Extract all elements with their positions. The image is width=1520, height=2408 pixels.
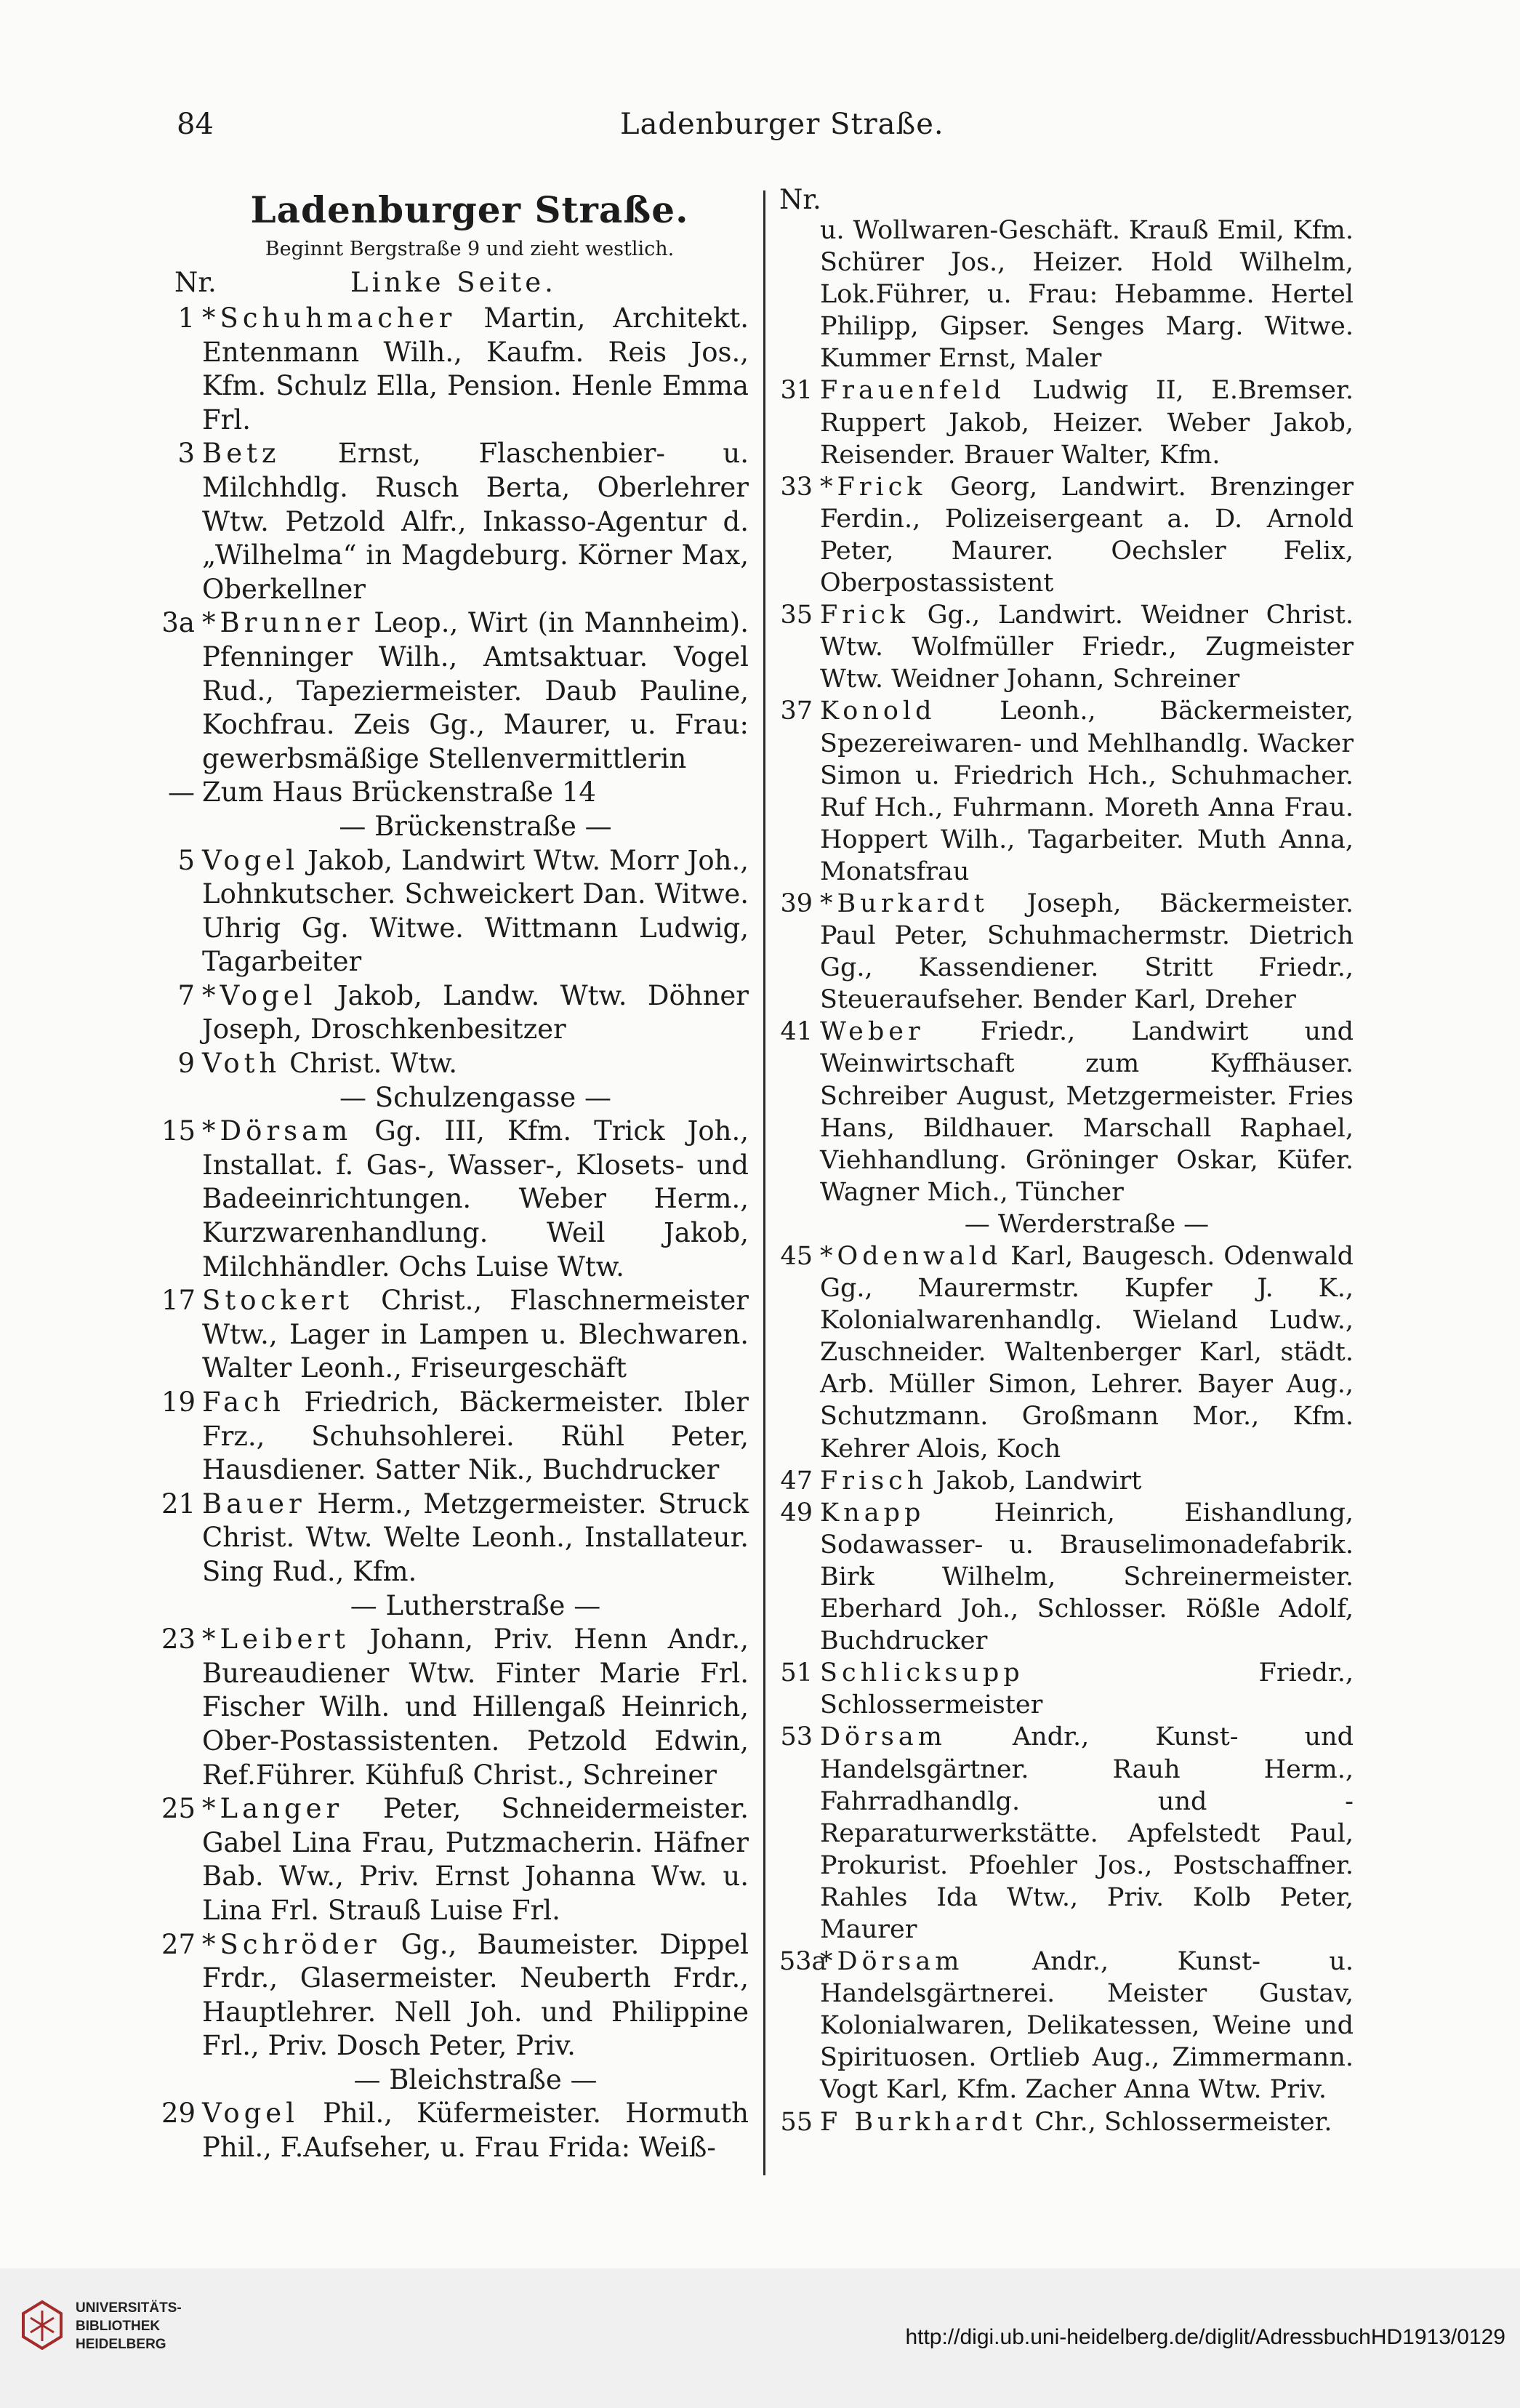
residents-text: Joseph, Bäckermeister. Paul Peter, Schuhmachermstr. Dietrich Gg., Kassendiener. Stritt Friedr., Steueraufseher. Bender Karl, Dreher [820, 888, 1354, 1015]
library-name-line1: UNIVERSITÄTS- [76, 2300, 182, 2316]
house-entry [161, 606, 749, 776]
source-url[interactable]: http://digi.ub.uni-heidelberg.de/diglit/AdressbuchHD1913/0129 [905, 2325, 1505, 2349]
residents-text: Phil., Küfermeister. Hormuth Phil., F.Aufseher, u. Frau Frida: Weiß- [202, 2098, 749, 2164]
residents-text: Christ., Flaschnermeister Wtw., Lager in Lampen u. Blechwaren. Walter Leonh., Friseurgeschäft [202, 1285, 749, 1384]
owner-name: Betz [202, 438, 281, 470]
residents-text: Jakob, Landwirt Wtw. Morr Joh., Lohnkutscher. Schweickert Dan. Witwe. Uhrig Gg. Witwe. Wittmann Ludwig, Tagarbeiter [202, 844, 749, 978]
residents-text: Karl, Baugesch. Odenwald Gg., Maurermstr. Kupfer J. K., Kolonialwarenhandlg. Wieland Ludw., Zuschneider. Waltenberger Karl, städt. Arb. Müller Simon, Lehrer. Bayer Aug., Schutzmann. Großmann Mor., Kfm. Kehrer Alois, Koch [820, 1242, 1354, 1464]
residents-text: Herm., Metzgermeister. Struck Christ. Wtw. Welte Leonh., Installateur. Sing Rud., Kfm. [202, 1488, 749, 1587]
house-number: 47 [780, 1466, 813, 1496]
house-entry [161, 302, 749, 437]
residents-text: Gg., Baumeister. Dippel Frdr., Glasermeister. Neuberth Frdr., Hauptlehrer. Nell Joh. und Philippine Frl., Priv. Dosch Peter, Priv. [202, 1928, 749, 2062]
owner-name: *Dörsam [820, 1947, 964, 1977]
residents-text: Leop., Wirt (in Mannheim). Pfenninger Wilh., Amtsaktuar. Vogel Rud., Tapeziermeister. Daub Pauline, Kochfrau. Zeis Gg., Maurer, u. Frau: gewerbsmäßige Stellenvermittlerin [202, 607, 749, 774]
column-header [161, 264, 749, 302]
house-number: 19 [161, 1386, 196, 1418]
house-entry [779, 1946, 1354, 2106]
house-number: 27 [161, 1928, 196, 1960]
residents-text: Friedr., Landwirt und Weinwirtschaft zum Kyffhäuser. Schreiber August, Metzgermeister. Fries Hans, Bildhauer. Marschall Raphael, Viehhandlung. Gröninger Oskar, Küfer. Wagner Mich., Tüncher [820, 1017, 1354, 1207]
residents-text: Christ. Wtw. [281, 1048, 458, 1080]
right-column [779, 185, 1354, 2138]
house-number: 9 [177, 1048, 195, 1080]
house-number: 31 [780, 376, 813, 406]
owner-name: Frisch [820, 1466, 928, 1496]
house-number: 49 [780, 1498, 813, 1528]
cross-street-marker: — Bleichstraße — [353, 2063, 598, 2095]
house-number: 1 [177, 302, 195, 334]
street-subtitle: Beginnt Bergstraße 9 und zieht westlich. [265, 238, 675, 260]
university-library-logo-icon [20, 2300, 64, 2350]
owner-name: Konold [820, 697, 936, 726]
owner-name: Fach [202, 1386, 285, 1418]
house-entry [161, 437, 749, 606]
house-number: 51 [780, 1658, 813, 1688]
owner-name: Stockert [202, 1285, 354, 1317]
cross-street-marker: — Schulzengasse — [339, 1081, 611, 1113]
residents-text: Johann, Priv. Henn Andr., Bureaudiener Wtw. Finter Marie Frl. Fischer Wilh. und Hillengaß Heinrich, Ober-Postassistenten. Petzold Edwin, Ref.Führer. Kühfuß Christ., Schreiner [202, 1624, 749, 1791]
residents-text: Andr., Kunst- und Handelsgärtner. Rauh Herm., Fahrradhandlg. und -Reparaturwerkstätte. Apfelstedt Paul, Prokurist. Pfoehler Jos., Postschaffner. Rahles Ida Wtw., Priv. Kolb Peter, Maurer [820, 1722, 1354, 1944]
house-number: 53 [780, 1722, 813, 1752]
residents-text: Ludwig II, E.Bremser. Ruppert Jakob, Heizer. Weber Jakob, Reisender. Brauer Walter, Kfm. [820, 376, 1354, 470]
owner-name: Vogel [202, 2098, 299, 2130]
house-number: 3a [161, 607, 195, 639]
house-entry [779, 1465, 1354, 1497]
house-number: 17 [161, 1285, 196, 1317]
house-entry [161, 776, 749, 810]
residents-text: u. Wollwaren-Geschäft. Krauß Emil, Kfm. Schürer Jos., Heizer. Hold Wilhelm, Lok.Führer, u. Frau: Hebamme. Hertel Philipp, Gipser. Senges Marg. Witwe. Kummer Ernst, Maler [820, 216, 1354, 374]
house-entry [161, 1928, 749, 2063]
residents-text: Andr., Kunst- u. Handelsgärtnerei. Meister Gustav, Kolonialwaren, Delikatessen, Weine und Spirituosen. Ortlieb Aug., Zimmermann. Vogt Karl, Kfm. Zacher Anna Wtw. Priv. [820, 1947, 1354, 2105]
house-entry [779, 888, 1354, 1016]
house-entry [779, 374, 1354, 470]
cross-street-marker: — Lutherstraße — [350, 1589, 601, 1621]
house-entry [161, 1623, 749, 1792]
residents-text: Friedrich, Bäckermeister. Ibler Frz., Schuhsohlerei. Rühl Peter, Hausdiener. Satter Nik., Buchdrucker [202, 1386, 749, 1486]
house-entry [161, 1284, 749, 1386]
residents-text: Leonh., Bäckermeister, Spezereiwaren- und Mehlhandlg. Wacker Simon u. Friedrich Hch., Schuhmacher. Ruf Hch., Fuhrmann. Moreth Anna Frau. Hoppert Wilh., Tagarbeiter. Muth Anna, Monatsfrau [820, 697, 1354, 886]
house-number: 7 [177, 979, 195, 1011]
house-entry [161, 2097, 749, 2164]
house-number: 21 [161, 1488, 196, 1520]
owner-name: *Schuhmacher [202, 302, 457, 334]
owner-name: Schlicksupp [820, 1658, 1024, 1688]
owner-name: Dörsam [820, 1722, 946, 1752]
residents-text: Jakob, Landwirt [928, 1466, 1142, 1496]
owner-name: *Schröder [202, 1928, 381, 1960]
library-name [76, 2299, 182, 2353]
house-number: 33 [780, 472, 813, 502]
house-entry [161, 1386, 749, 1488]
house-entry [161, 979, 749, 1047]
owner-name: Voth [202, 1048, 281, 1080]
house-entry [779, 1497, 1354, 1657]
house-entry [161, 1488, 749, 1589]
house-entry [779, 599, 1354, 695]
owner-name: *Brunner [202, 607, 364, 639]
house-number: 37 [780, 697, 813, 726]
residents-text: Heinrich, Eishandlung, Sodawasser- u. Brauselimonadefabrik. Birk Wilhelm, Schreinermeister. Eberhard Joh., Schlosser. Rößle Adolf, Buchdrucker [820, 1498, 1354, 1656]
house-entry [779, 1240, 1354, 1465]
house-entry [779, 1016, 1354, 1208]
owner-name: *Frick [820, 472, 927, 502]
owner-name: *Odenwald [820, 1242, 1002, 1271]
house-number: 23 [161, 1624, 196, 1656]
house-number: 39 [780, 888, 813, 918]
cross-street-marker: — Werderstraße — [964, 1209, 1210, 1239]
house-number: — [168, 776, 195, 808]
house-entry [779, 1657, 1354, 1721]
page-number: 84 [177, 108, 214, 141]
running-title: Ladenburger Straße. [620, 108, 944, 141]
house-entry [779, 1721, 1354, 1946]
owner-name: *Langer [202, 1793, 344, 1825]
owner-name: Knapp [820, 1498, 925, 1528]
residents-text: Peter, Schneidermeister. Gabel Lina Frau, Putzmacherin. Häfner Bab. Ww., Priv. Ernst Johanna Ww. u. Lina Frl. Strauß Luise Frl. [202, 1793, 749, 1926]
house-number: 53a [779, 1947, 827, 1977]
owner-name: *Vogel [202, 979, 317, 1011]
owner-name: Weber [820, 1017, 925, 1047]
house-entry [161, 1115, 749, 1284]
residents-text: Friedr., Schlossermeister [820, 1658, 1354, 1720]
house-entry [779, 214, 1354, 374]
owner-name: *Burkardt [820, 888, 989, 918]
house-number: 5 [177, 844, 195, 876]
footer-bar [0, 2268, 1520, 2408]
house-number: 45 [780, 1242, 813, 1271]
library-name-line2: BIBLIOTHEK [76, 2319, 161, 2334]
residents-text: Georg, Landwirt. Brenzinger Ferdin., Polizeisergeant a. D. Arnold Peter, Maurer. Oechsler Felix, Oberpostassistent [820, 472, 1354, 598]
house-number: 15 [161, 1115, 196, 1147]
left-column [161, 185, 749, 2165]
house-number: 25 [161, 1793, 196, 1825]
residents-text: Gg., Landwirt. Weidner Christ. Wtw. Wolfmüller Friedr., Zugmeister Wtw. Weidner Johann, Schreiner [820, 601, 1354, 694]
house-entry [161, 1047, 749, 1081]
left-entry-list [161, 302, 749, 2165]
right-column-header-nr: Nr. [779, 184, 821, 215]
house-entry [779, 695, 1354, 888]
house-number: 29 [161, 2098, 196, 2130]
column-divider [763, 190, 765, 2175]
house-number: 3 [177, 438, 195, 470]
owner-name: *Leibert [202, 1624, 350, 1656]
street-title: Ladenburger Straße. [250, 188, 689, 231]
residents-text: Martin, Architekt. Entenmann Wilh., Kaufm. Reis Jos., Kfm. Schulz Ella, Pension. Henle Emma Frl. [202, 302, 749, 436]
owner-name: F Burkhardt [820, 2107, 1027, 2137]
page-header [177, 108, 1340, 158]
owner-name: Bauer [202, 1488, 306, 1520]
owner-name: Vogel [202, 844, 299, 876]
residents-text: Ernst, Flaschenbier- u. Milchhdlg. Rusch Berta, Oberlehrer Wtw. Petzold Alfr., Inkasso-Agentur d. „Wilhelma“ in Magdeburg. Körner Max, Oberkellner [202, 438, 749, 605]
column-header-nr: Nr. [174, 267, 217, 298]
cross-street-marker: — Brückenstraße — [339, 810, 612, 842]
right-entry-list [779, 214, 1354, 2138]
house-number: 41 [780, 1017, 813, 1047]
column-header-side: Linke Seite. [350, 267, 557, 298]
residents-text: Chr., Schlossermeister. [1026, 2107, 1332, 2137]
house-number: 35 [780, 601, 813, 630]
house-entry [161, 844, 749, 979]
residents-text: Zum Haus Brückenstraße 14 [202, 776, 596, 808]
house-entry [779, 2106, 1354, 2138]
house-number: 55 [780, 2107, 813, 2137]
house-entry [779, 471, 1354, 599]
owner-name: Frick [820, 601, 910, 630]
owner-name: *Dörsam [202, 1115, 353, 1147]
owner-name: Frauenfeld [820, 376, 1005, 406]
house-entry [161, 1792, 749, 1927]
residents-text: Jakob, Landw. Wtw. Döhner Joseph, Droschkenbesitzer [202, 979, 749, 1046]
library-name-line3: HEIDELBERG [76, 2337, 166, 2352]
residents-text: Gg. III, Kfm. Trick Joh., Installat. f. Gas-, Wasser-, Klosets- und Badeeinrichtungen. Weber Herm., Kurzwarenhandlung. Weil Jakob, Milchhändler. Ochs Luise Wtw. [202, 1115, 749, 1283]
